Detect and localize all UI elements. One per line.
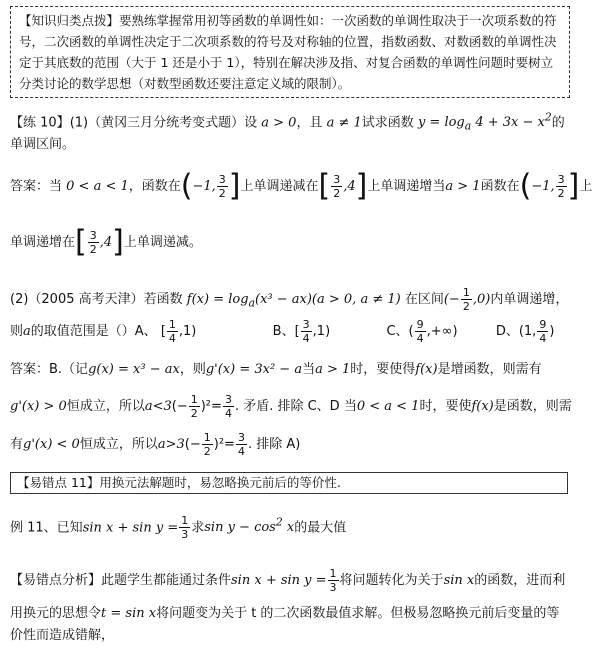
option-c: C、( $\frac{9}{4}$ ,+∞)	[386, 318, 458, 345]
exercise-label: 【练 10】	[10, 115, 70, 131]
function-expression: $y = \log_a 4 + 3x - x^2$	[417, 111, 552, 133]
part2-answer-line1: 答案：B.（记g(x) = x³ − ax，则g'(x) = 3x² − a当a > 1时，要使得f(x)是增函数，则需有	[10, 362, 542, 377]
knowledge-tip-box	[10, 6, 570, 98]
exercise-10-answer: 答案：当 0 < a < 1，函数在(−1, $\frac{3}{2}$ ]上单调递减在[ $\frac{3}{2}$ ,4]上单调递增当a > 1函数在(−1, $\frac{3}{2}$ ]上	[10, 168, 592, 204]
analysis-line2: 用换元的思想令t = sin x将问题变为关于 t 的二次函数最值求解。但极易忽略换元前后变量的等	[10, 606, 560, 621]
analysis-line1: 【易错点分析】此题学生都能通过条件sin x + sin y = $\frac{1}{3}$ 将问题转化为关于sin x的函数，进而利	[10, 567, 566, 594]
exercise-10-answer-cont: 单调递增在[ $\frac{3}{2}$ ,4]上单调递减。	[10, 224, 202, 260]
pitfall-11-box: 【易错点 11】用换元法解题时，易忽略换元前后的等价性.	[10, 472, 568, 494]
tip-line-2: 号，二次函数的单调性决定于二次项系数的符号及对称轴的位置，指数函数、对数函数的单调性决	[19, 34, 557, 49]
example-11: 例 11、已知sin x + sin y = $\frac{1}{3}$ 求$\sin y - \cos^2 x$的最大值	[10, 514, 347, 542]
part2-answer-line3: 有g'(x) < 0恒成立，所以a>3(− $\frac{1}{2}$ )²= $\frac{3}{4}$ . 排除 A)	[10, 431, 301, 458]
option-d: D、(1, $\frac{9}{4}$ )	[495, 318, 555, 345]
exercise-10-line2: 单调区间。	[10, 137, 76, 152]
tip-line-1: 【知识归类点拨】要熟练掌握常用初等函数的单调性如：一次函数的单调性取决于一次项系数的符	[19, 13, 557, 28]
option-b: B、[ $\frac{3}{4}$ ,1)	[272, 318, 331, 345]
option-a: [ $\frac{1}{4}$ ,1)	[160, 318, 197, 345]
tip-line-3: 定于其底数的范围（大于 1 还是小于 1），特别在解决涉及指、对复合函数的单调性问题时要树立	[19, 55, 554, 70]
tip-line-4: 分类讨论的数学思想（对数型函数还要注意定义域的限制）。	[19, 76, 351, 91]
part2-question: (2)（2005 高考天津）若函数 $f(x) = \log_a(x^3 - ax)(a > 0$, a ≠ 1) 在区间(− $\frac{1}{2}$ ,0)内单调递增，	[10, 286, 569, 313]
part2-options: 则a的取值范围是（）A、 [ $\frac{1}{4}$ ,1) B、[ $\frac{3}{4}$ ,1) C、( $\frac{9}{4}$ ,+∞) D、(1, $\frac{9}{4}$ )	[10, 318, 555, 345]
exercise-10-question: 【练 10】(1)（黄冈三月分统考变式题）设 a > 0，且 a ≠ 1试求函数 $y = \log_a 4 + 3x - x^2$的	[10, 111, 565, 133]
part2-answer-line2: g'(x) > 0恒成立，所以a<3(− $\frac{1}{2}$ )²= $\frac{3}{4}$ . 矛盾. 排除 C、D 当0 < a < 1时，要使f(x)是函数，则需	[10, 393, 572, 420]
analysis-line3: 价性而造成错解，	[10, 628, 115, 643]
